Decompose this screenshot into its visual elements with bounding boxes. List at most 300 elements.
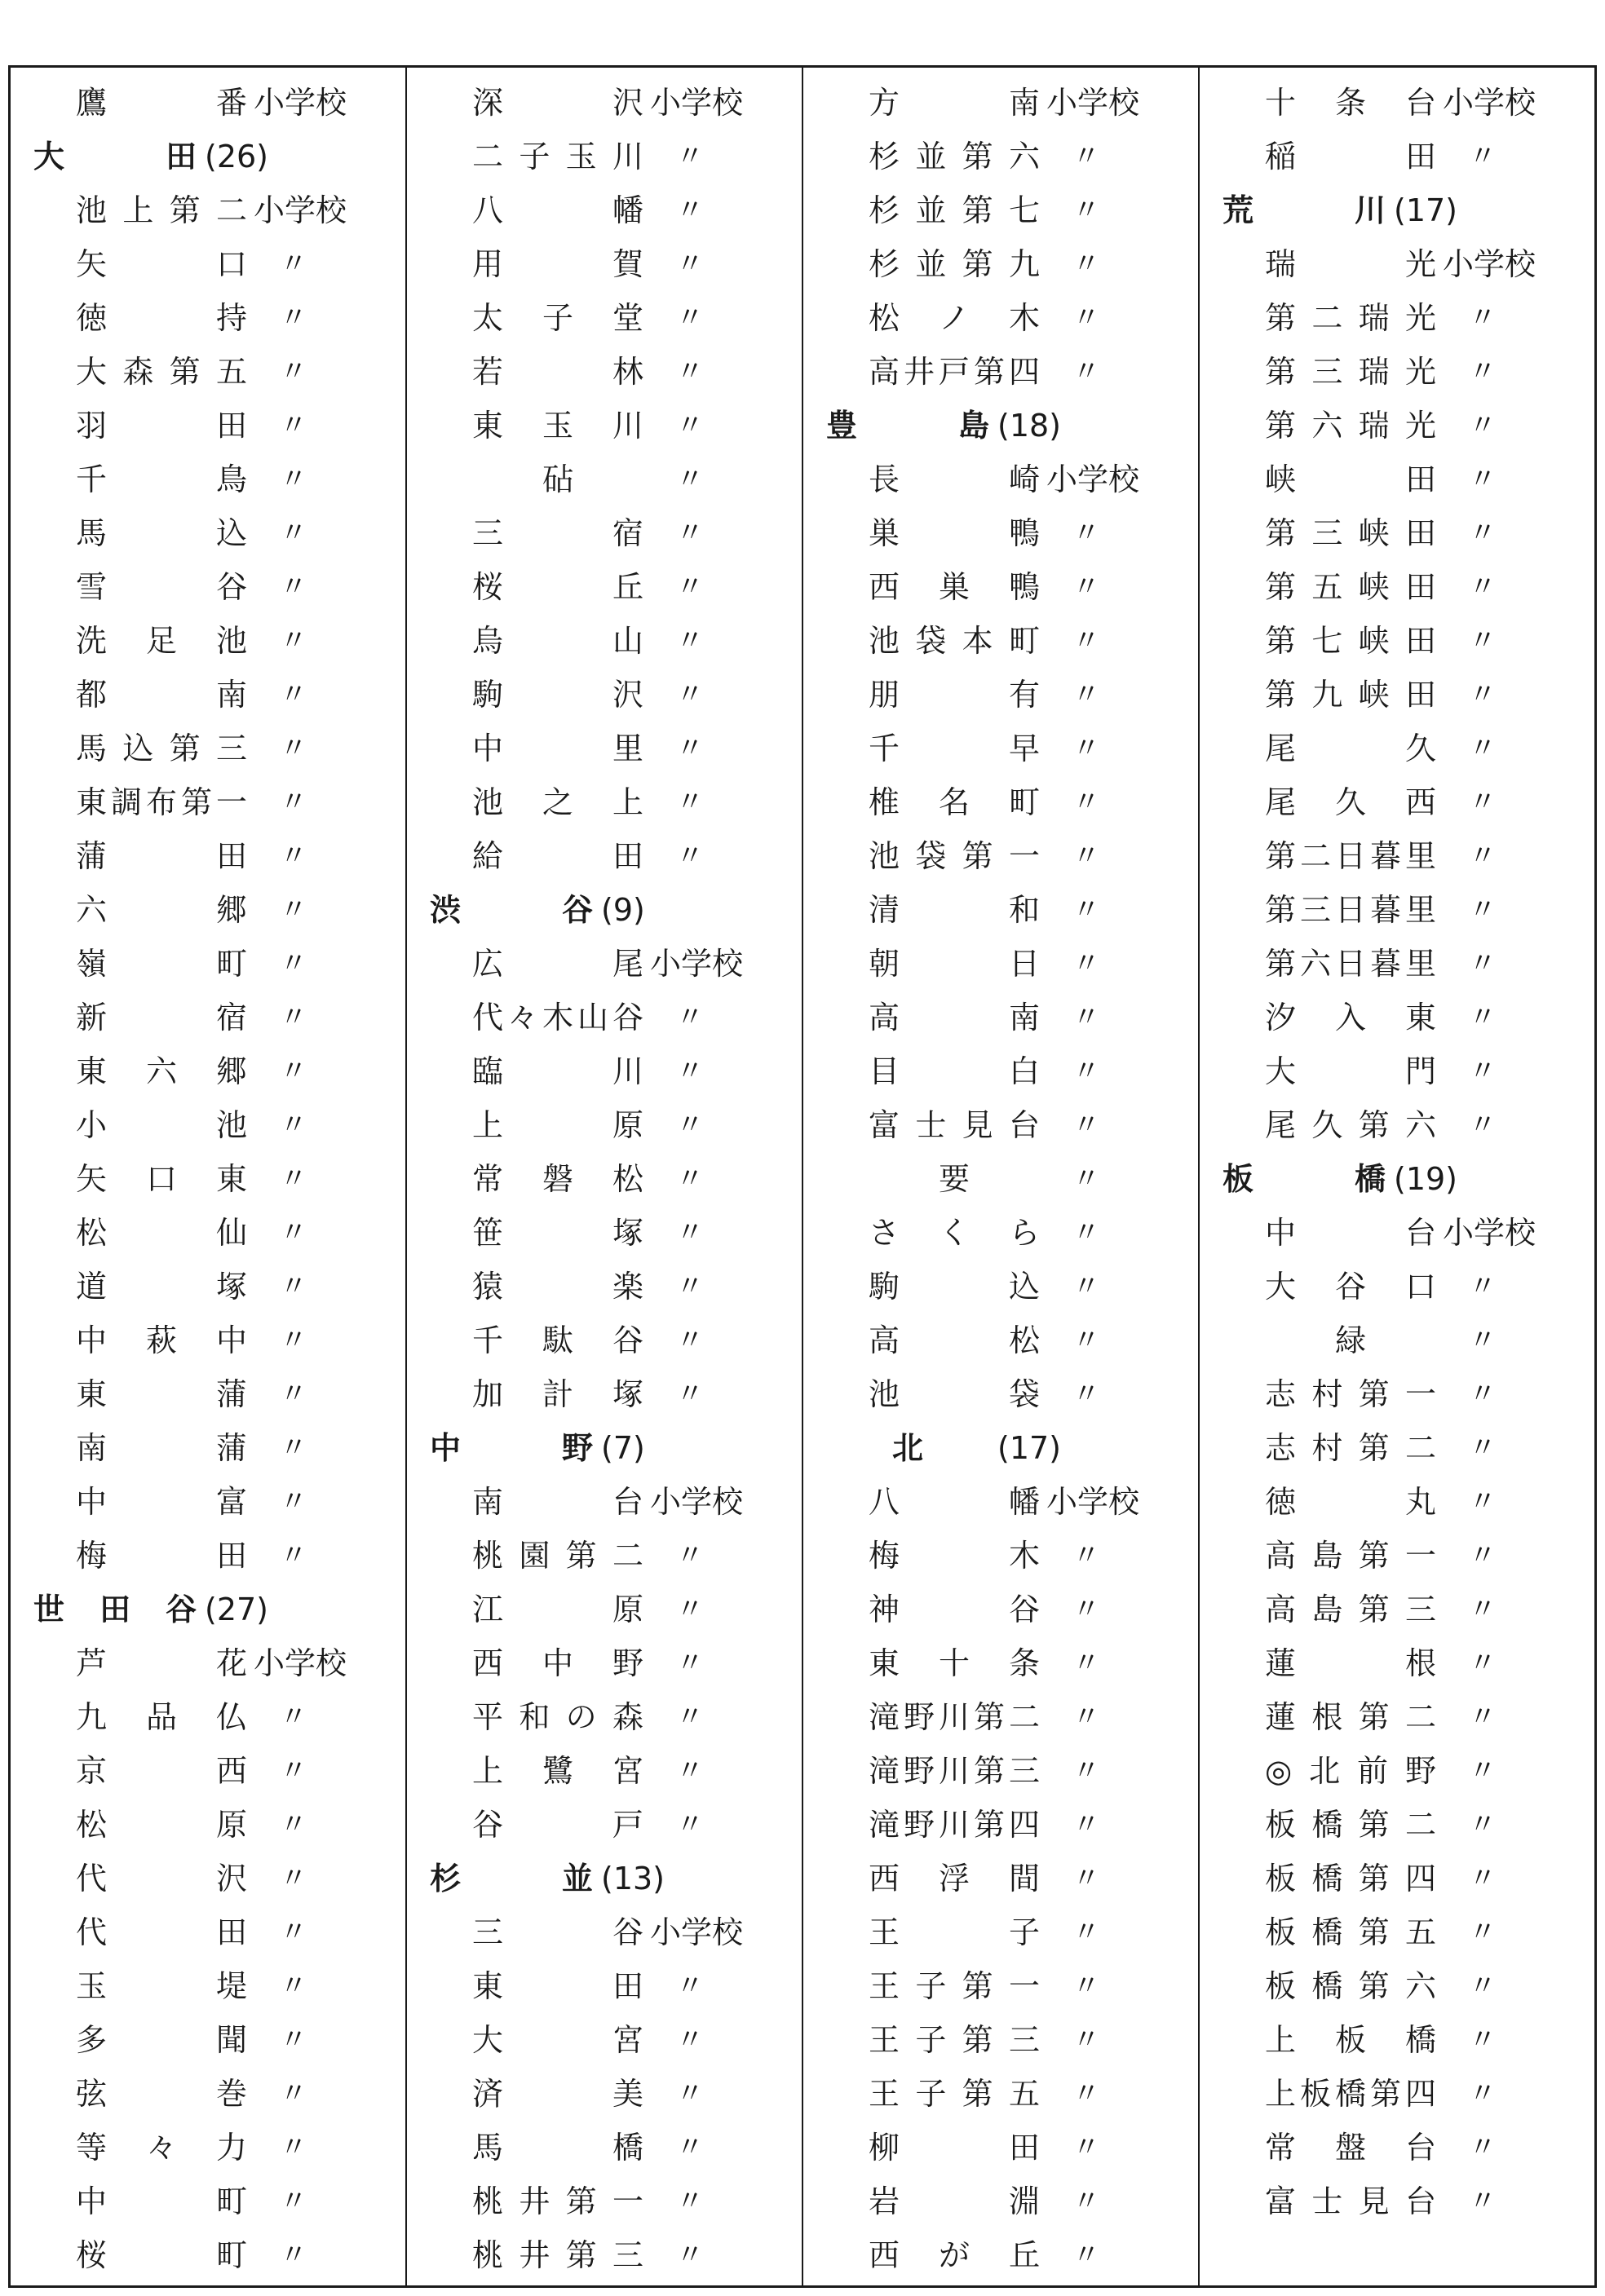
ward-name	[33, 130, 197, 183]
school-name	[76, 560, 247, 614]
ditto-mark: 〃	[280, 1432, 307, 1464]
ward-label	[1223, 183, 1457, 237]
school-row	[11, 668, 405, 722]
ditto-mark: 〃	[1072, 1701, 1100, 1733]
school-name	[1265, 722, 1436, 775]
school-row	[407, 560, 802, 614]
school-row	[803, 506, 1198, 560]
school-name-char: 第	[962, 139, 993, 174]
school-name-char: 入	[1334, 1000, 1366, 1035]
school-name-char: 力	[215, 2130, 247, 2166]
ditto-mark: 〃	[280, 2239, 307, 2272]
list-column	[407, 68, 803, 2285]
ward-count: (7)	[601, 1430, 645, 1466]
school-row	[407, 506, 802, 560]
ward-label	[430, 1852, 665, 1905]
school-name-char: 第	[1369, 2076, 1401, 2112]
school-name-char: 松	[76, 1215, 108, 1251]
school-name-char: 上	[122, 192, 154, 228]
ward-name-char: 世	[33, 1592, 65, 1627]
school-name	[1265, 453, 1436, 506]
ward-name-char: 荒	[1223, 192, 1254, 228]
school-name-char: 第	[1358, 1430, 1390, 1466]
school-name-char: 志	[1265, 1376, 1297, 1412]
school-row	[11, 506, 405, 560]
school-name-char: 名	[938, 784, 970, 820]
ditto-mark: 〃	[1469, 2024, 1497, 2056]
school-row	[11, 1314, 405, 1367]
school-name-char: 白	[1008, 1053, 1040, 1089]
school-name	[472, 1260, 643, 1314]
ward-heading	[407, 883, 802, 937]
school-name-char: 第	[962, 838, 993, 874]
school-name-char: 見	[1358, 2183, 1390, 2219]
school-row	[1200, 829, 1594, 883]
school-name	[1265, 1905, 1436, 1959]
school-name-char: 椎	[869, 784, 900, 820]
school-row	[11, 399, 405, 453]
school-name-char: 野	[903, 1753, 935, 1789]
ditto-mark: 〃	[1072, 2077, 1100, 2110]
school-name-char: 高	[869, 354, 900, 390]
school-name-char: 幡	[1008, 1484, 1040, 1520]
school-row	[1200, 991, 1594, 1044]
school-name-char: 塚	[215, 1269, 247, 1305]
school-name	[869, 668, 1040, 722]
school-name-char: 原	[215, 1807, 247, 1843]
school-name-char: 西	[472, 1645, 504, 1681]
ward-count: (27)	[205, 1592, 269, 1627]
school-name-char: 々	[145, 2130, 177, 2166]
school-name-char: 第	[962, 1968, 993, 2004]
school-name-char: 美	[612, 2076, 643, 2112]
school-name-char: 塚	[612, 1376, 643, 1412]
school-name-char: 淵	[1008, 2183, 1040, 2219]
school-name	[869, 829, 1040, 883]
school-name-char: 第	[180, 784, 212, 820]
school-name	[1265, 1044, 1436, 1098]
school-row	[803, 1690, 1198, 1744]
ward-name-char: 島	[957, 408, 989, 444]
school-row	[803, 1098, 1198, 1152]
school-row	[407, 1314, 802, 1367]
ward-name	[1223, 183, 1386, 237]
school-name-char: 宮	[612, 2022, 643, 2058]
school-name-char: 松	[1008, 1322, 1040, 1358]
school-name-char: 六	[1008, 139, 1040, 174]
school-row	[407, 2067, 802, 2121]
school-name-char: 六	[1404, 1968, 1436, 2004]
school-name-char: 川	[938, 1753, 970, 1789]
school-name	[1265, 130, 1436, 183]
school-name	[1265, 1475, 1436, 1529]
ditto-mark: 〃	[1469, 1755, 1497, 1787]
school-row	[11, 1905, 405, 1959]
school-row	[11, 1852, 405, 1905]
school-name-char: 九	[1311, 677, 1343, 713]
school-name	[76, 291, 247, 345]
school-name-char: 志	[1265, 1430, 1297, 1466]
school-row	[407, 130, 802, 183]
school-name-char: 加	[472, 1376, 504, 1412]
school-row	[803, 453, 1198, 506]
school-name	[472, 1206, 643, 1260]
school-name	[869, 1852, 1040, 1905]
school-name-char: 早	[1008, 731, 1040, 766]
school-name-char: 七	[1311, 623, 1343, 659]
school-row	[11, 1959, 405, 2013]
school-name	[472, 2067, 643, 2121]
ditto-mark: 〃	[1072, 1270, 1100, 1303]
ditto-mark: 〃	[676, 2185, 704, 2218]
school-name-char: 堂	[612, 300, 643, 336]
school-name-char: 済	[472, 2076, 504, 2112]
school-name-char: 川	[612, 1053, 643, 1089]
school-name	[472, 237, 643, 291]
school-name-char: 第	[962, 2076, 993, 2112]
school-name-char: 峡	[1358, 677, 1390, 713]
ditto-mark: 〃	[280, 894, 307, 926]
school-name-char: 井	[519, 2237, 550, 2273]
school-name-char: 林	[612, 354, 643, 390]
school-name-char: 田	[1404, 139, 1436, 174]
school-row	[803, 1798, 1198, 1852]
school-row	[407, 1367, 802, 1421]
ditto-mark: 〃	[1072, 1055, 1100, 1088]
school-name-char: 田	[1008, 2130, 1040, 2166]
school-name-char: 第	[973, 1753, 1005, 1789]
school-name-char: 台	[1008, 1107, 1040, 1143]
school-name-char: 二	[1404, 1699, 1436, 1735]
ditto-mark: 〃	[676, 1701, 704, 1733]
ditto-mark: 〃	[1072, 678, 1100, 711]
ward-name	[1223, 1152, 1386, 1206]
school-name-char: 鴨	[1008, 569, 1040, 605]
school-row	[1200, 1367, 1594, 1421]
school-name-char: 給	[472, 838, 504, 874]
school-name-char: 野	[612, 1645, 643, 1681]
school-name	[869, 2121, 1040, 2175]
school-name-char: 根	[1311, 1699, 1343, 1735]
school-name-char: 徳	[1265, 1484, 1297, 1520]
ditto-mark: 〃	[676, 2131, 704, 2164]
school-name-char: 峡	[1358, 569, 1390, 605]
school-name-char: 三	[1299, 892, 1331, 928]
ward-name	[430, 1421, 593, 1475]
school-row	[1200, 1744, 1594, 1798]
school-row	[803, 183, 1198, 237]
school-name-char: 常	[1265, 2130, 1297, 2166]
school-name-char: 松	[76, 1807, 108, 1843]
school-row	[1200, 453, 1594, 506]
ditto-mark: 〃	[1072, 1539, 1100, 1572]
school-name-char: 第	[1358, 1107, 1390, 1143]
school-name-char: 稲	[1265, 139, 1297, 174]
school-row	[803, 1583, 1198, 1636]
ward-heading	[803, 399, 1198, 453]
ditto-mark: 〃	[1072, 1001, 1100, 1034]
school-name	[869, 1314, 1040, 1367]
school-row	[803, 1852, 1198, 1905]
school-name-char: 緑	[1334, 1322, 1366, 1358]
school-name-char: 口	[1404, 1269, 1436, 1305]
ditto-mark: 〃	[676, 1539, 704, 1572]
school-name	[76, 2013, 247, 2067]
ward-count: (18)	[997, 408, 1062, 444]
school-name-char: 島	[1311, 1592, 1343, 1627]
ditto-mark: 〃	[1072, 1970, 1100, 2002]
school-name-char: 橋	[1311, 1807, 1343, 1843]
school-name-char: 子	[915, 1968, 947, 2004]
school-row	[11, 2228, 405, 2282]
ditto-mark: 〃	[280, 1001, 307, 1034]
school-row	[1200, 1206, 1594, 1260]
school-name-char: 第	[1265, 677, 1297, 713]
school-name-char: 賀	[612, 246, 643, 282]
ditto-mark: 〃	[1072, 625, 1100, 657]
school-name-char: 木	[1008, 1538, 1040, 1574]
school-name-char: 橋	[1311, 1968, 1343, 2004]
school-row	[1200, 560, 1594, 614]
school-row	[1200, 1529, 1594, 1583]
school-suffix: 小学校	[1443, 85, 1536, 121]
school-name-char: 池	[472, 784, 504, 820]
school-suffix: 小学校	[650, 1914, 744, 1950]
school-name-char: 池	[869, 838, 900, 874]
school-name-char: 第	[1358, 1968, 1390, 2004]
school-name-char: 板	[1265, 1807, 1297, 1843]
school-row	[407, 291, 802, 345]
school-name-char: 谷	[1334, 1269, 1366, 1305]
school-name-char: 杉	[869, 192, 900, 228]
ditto-mark: 〃	[676, 1593, 704, 1626]
school-name-char: 持	[215, 300, 247, 336]
school-name-char: 五	[1404, 1914, 1436, 1950]
ditto-mark: 〃	[1469, 947, 1497, 980]
school-row	[407, 1529, 802, 1583]
school-name-char: 二	[1404, 1430, 1436, 1466]
school-name-char: 町	[215, 946, 247, 982]
school-name-char: 根	[1404, 1645, 1436, 1681]
school-row	[1200, 1636, 1594, 1690]
school-name-char: 東	[472, 1968, 504, 2004]
school-name-char: 南	[1008, 1000, 1040, 1035]
school-row	[11, 76, 405, 130]
ditto-mark: 〃	[676, 840, 704, 872]
school-name-char: 大	[76, 354, 108, 390]
school-name-char: 王	[869, 1914, 900, 1950]
school-name-char: 込	[215, 515, 247, 551]
school-name-char: 西	[869, 2237, 900, 2273]
school-name-char: 田	[1404, 623, 1436, 659]
school-row	[11, 183, 405, 237]
school-name-char: 南	[76, 1430, 108, 1466]
school-name-char: 野	[903, 1807, 935, 1843]
ditto-mark: 〃	[1072, 194, 1100, 227]
school-name-char: 汐	[1265, 1000, 1297, 1035]
school-row	[11, 883, 405, 937]
school-row	[1200, 1044, 1594, 1098]
ward-heading	[1200, 183, 1594, 237]
school-name-char: 第	[962, 192, 993, 228]
school-name	[472, 1044, 643, 1098]
school-name-char: 第	[565, 2183, 597, 2219]
school-row	[1200, 2175, 1594, 2228]
ditto-mark: 〃	[676, 302, 704, 334]
school-name-char: 第	[1265, 300, 1297, 336]
school-row	[407, 1260, 802, 1314]
school-row	[407, 1206, 802, 1260]
school-name-char: 松	[612, 1161, 643, 1197]
school-name-char: 代	[472, 1000, 504, 1035]
school-name-char: 富	[869, 1107, 900, 1143]
school-name-char: 広	[472, 946, 504, 982]
ditto-mark: 〃	[676, 1970, 704, 2002]
school-name-char: 朝	[869, 946, 900, 982]
school-row	[803, 2013, 1198, 2067]
school-row	[407, 2121, 802, 2175]
ward-count: (17)	[1394, 192, 1458, 228]
ward-name-char: 杉	[430, 1861, 462, 1896]
school-name	[869, 1529, 1040, 1583]
ditto-mark: 〃	[676, 463, 704, 496]
school-name-char: 園	[519, 1538, 550, 1574]
school-row	[1200, 1421, 1594, 1475]
school-name-char: 南	[215, 677, 247, 713]
school-name-char: 巣	[869, 515, 900, 551]
school-name	[869, 1475, 1040, 1529]
school-name-char: ノ	[938, 300, 970, 336]
school-name-char: 東	[472, 408, 504, 444]
school-list-table	[8, 65, 1597, 2288]
school-row	[1200, 130, 1594, 183]
school-name	[869, 130, 1040, 183]
school-name-char: 本	[962, 623, 993, 659]
ward-heading	[11, 130, 405, 183]
list-column	[1200, 68, 1594, 2285]
school-name-char: 玉	[565, 139, 597, 174]
school-suffix: 小学校	[650, 946, 744, 982]
ditto-mark: 〃	[1469, 517, 1497, 550]
ward-label	[1223, 1152, 1457, 1206]
school-name	[1265, 399, 1436, 453]
school-name	[76, 1044, 247, 1098]
school-row	[11, 1098, 405, 1152]
school-name-char: 田	[1404, 569, 1436, 605]
school-name-char: 磐	[542, 1161, 573, 1197]
school-name-char: 王	[869, 1968, 900, 2004]
school-name-char: 板	[1265, 1968, 1297, 2004]
school-name-char: 井	[903, 354, 935, 390]
school-name-char: 子	[519, 139, 550, 174]
ditto-mark: 〃	[1072, 2131, 1100, 2164]
school-name-char: 町	[1008, 784, 1040, 820]
school-name	[1265, 883, 1436, 937]
ward-name-char: 豊	[826, 408, 858, 444]
school-name	[76, 1206, 247, 1260]
school-name	[1265, 1529, 1436, 1583]
school-row	[11, 1044, 405, 1098]
school-name-char: 計	[542, 1376, 573, 1412]
school-name	[1265, 2067, 1436, 2121]
ward-name	[33, 1583, 197, 1636]
ward-name-char: 大	[33, 139, 65, 174]
school-name-char: 板	[1265, 1914, 1297, 1950]
school-name-char: 高	[1265, 1592, 1297, 1627]
school-name-char: 中	[472, 731, 504, 766]
ditto-mark: 〃	[1072, 1593, 1100, 1626]
school-name	[869, 1744, 1040, 1798]
school-row	[1200, 775, 1594, 829]
school-name	[472, 2013, 643, 2067]
ditto-mark: 〃	[676, 1324, 704, 1357]
ward-heading	[407, 1421, 802, 1475]
ditto-mark: 〃	[280, 1539, 307, 1572]
school-name	[76, 345, 247, 399]
school-name	[1265, 1690, 1436, 1744]
school-name-char: 前	[1357, 1753, 1389, 1789]
ditto-mark: 〃	[280, 1378, 307, 1411]
ditto-mark: 〃	[676, 248, 704, 280]
school-name-char: 光	[1404, 246, 1436, 282]
school-name-char: 暮	[1369, 892, 1401, 928]
school-name-char: 中	[76, 1322, 108, 1358]
school-name-char: 方	[869, 85, 900, 121]
ditto-mark: 〃	[1072, 355, 1100, 388]
school-row	[803, 2067, 1198, 2121]
school-row	[1200, 345, 1594, 399]
ditto-mark: 〃	[280, 1486, 307, 1518]
school-row	[803, 1206, 1198, 1260]
school-name	[869, 1260, 1040, 1314]
school-name-char: 浮	[938, 1861, 970, 1896]
school-name	[1265, 1260, 1436, 1314]
school-name	[1265, 991, 1436, 1044]
ditto-mark: 〃	[280, 1970, 307, 2002]
school-name	[1265, 1798, 1436, 1852]
school-name-char: 西	[215, 1753, 247, 1789]
school-row	[1200, 2013, 1594, 2067]
school-name-char: 瑞	[1358, 408, 1390, 444]
school-row	[11, 1421, 405, 1475]
school-name	[76, 1152, 247, 1206]
school-name	[869, 883, 1040, 937]
ditto-mark: 〃	[1072, 1862, 1100, 1895]
school-name-char: 沢	[612, 85, 643, 121]
school-name-char: 千	[869, 731, 900, 766]
school-name-char: 第	[169, 192, 201, 228]
ditto-mark: 〃	[1469, 1378, 1497, 1411]
school-name	[76, 937, 247, 991]
ditto-mark: 〃	[676, 1270, 704, 1303]
ditto-mark: 〃	[1072, 2024, 1100, 2056]
school-name	[472, 453, 643, 506]
school-name-char: 第	[973, 354, 1005, 390]
school-row	[407, 1690, 802, 1744]
ward-label	[430, 1421, 645, 1475]
ditto-mark: 〃	[280, 1163, 307, 1195]
ditto-mark: 〃	[1469, 2185, 1497, 2218]
school-suffix: 小学校	[1443, 1215, 1536, 1251]
school-name-char: 里	[1404, 892, 1436, 928]
school-row	[407, 183, 802, 237]
school-row	[407, 668, 802, 722]
ditto-mark: 〃	[280, 1055, 307, 1088]
ward-label	[33, 130, 268, 183]
school-name-char: 大	[1265, 1053, 1297, 1089]
school-name-char: 山	[612, 623, 643, 659]
school-name	[76, 614, 247, 668]
